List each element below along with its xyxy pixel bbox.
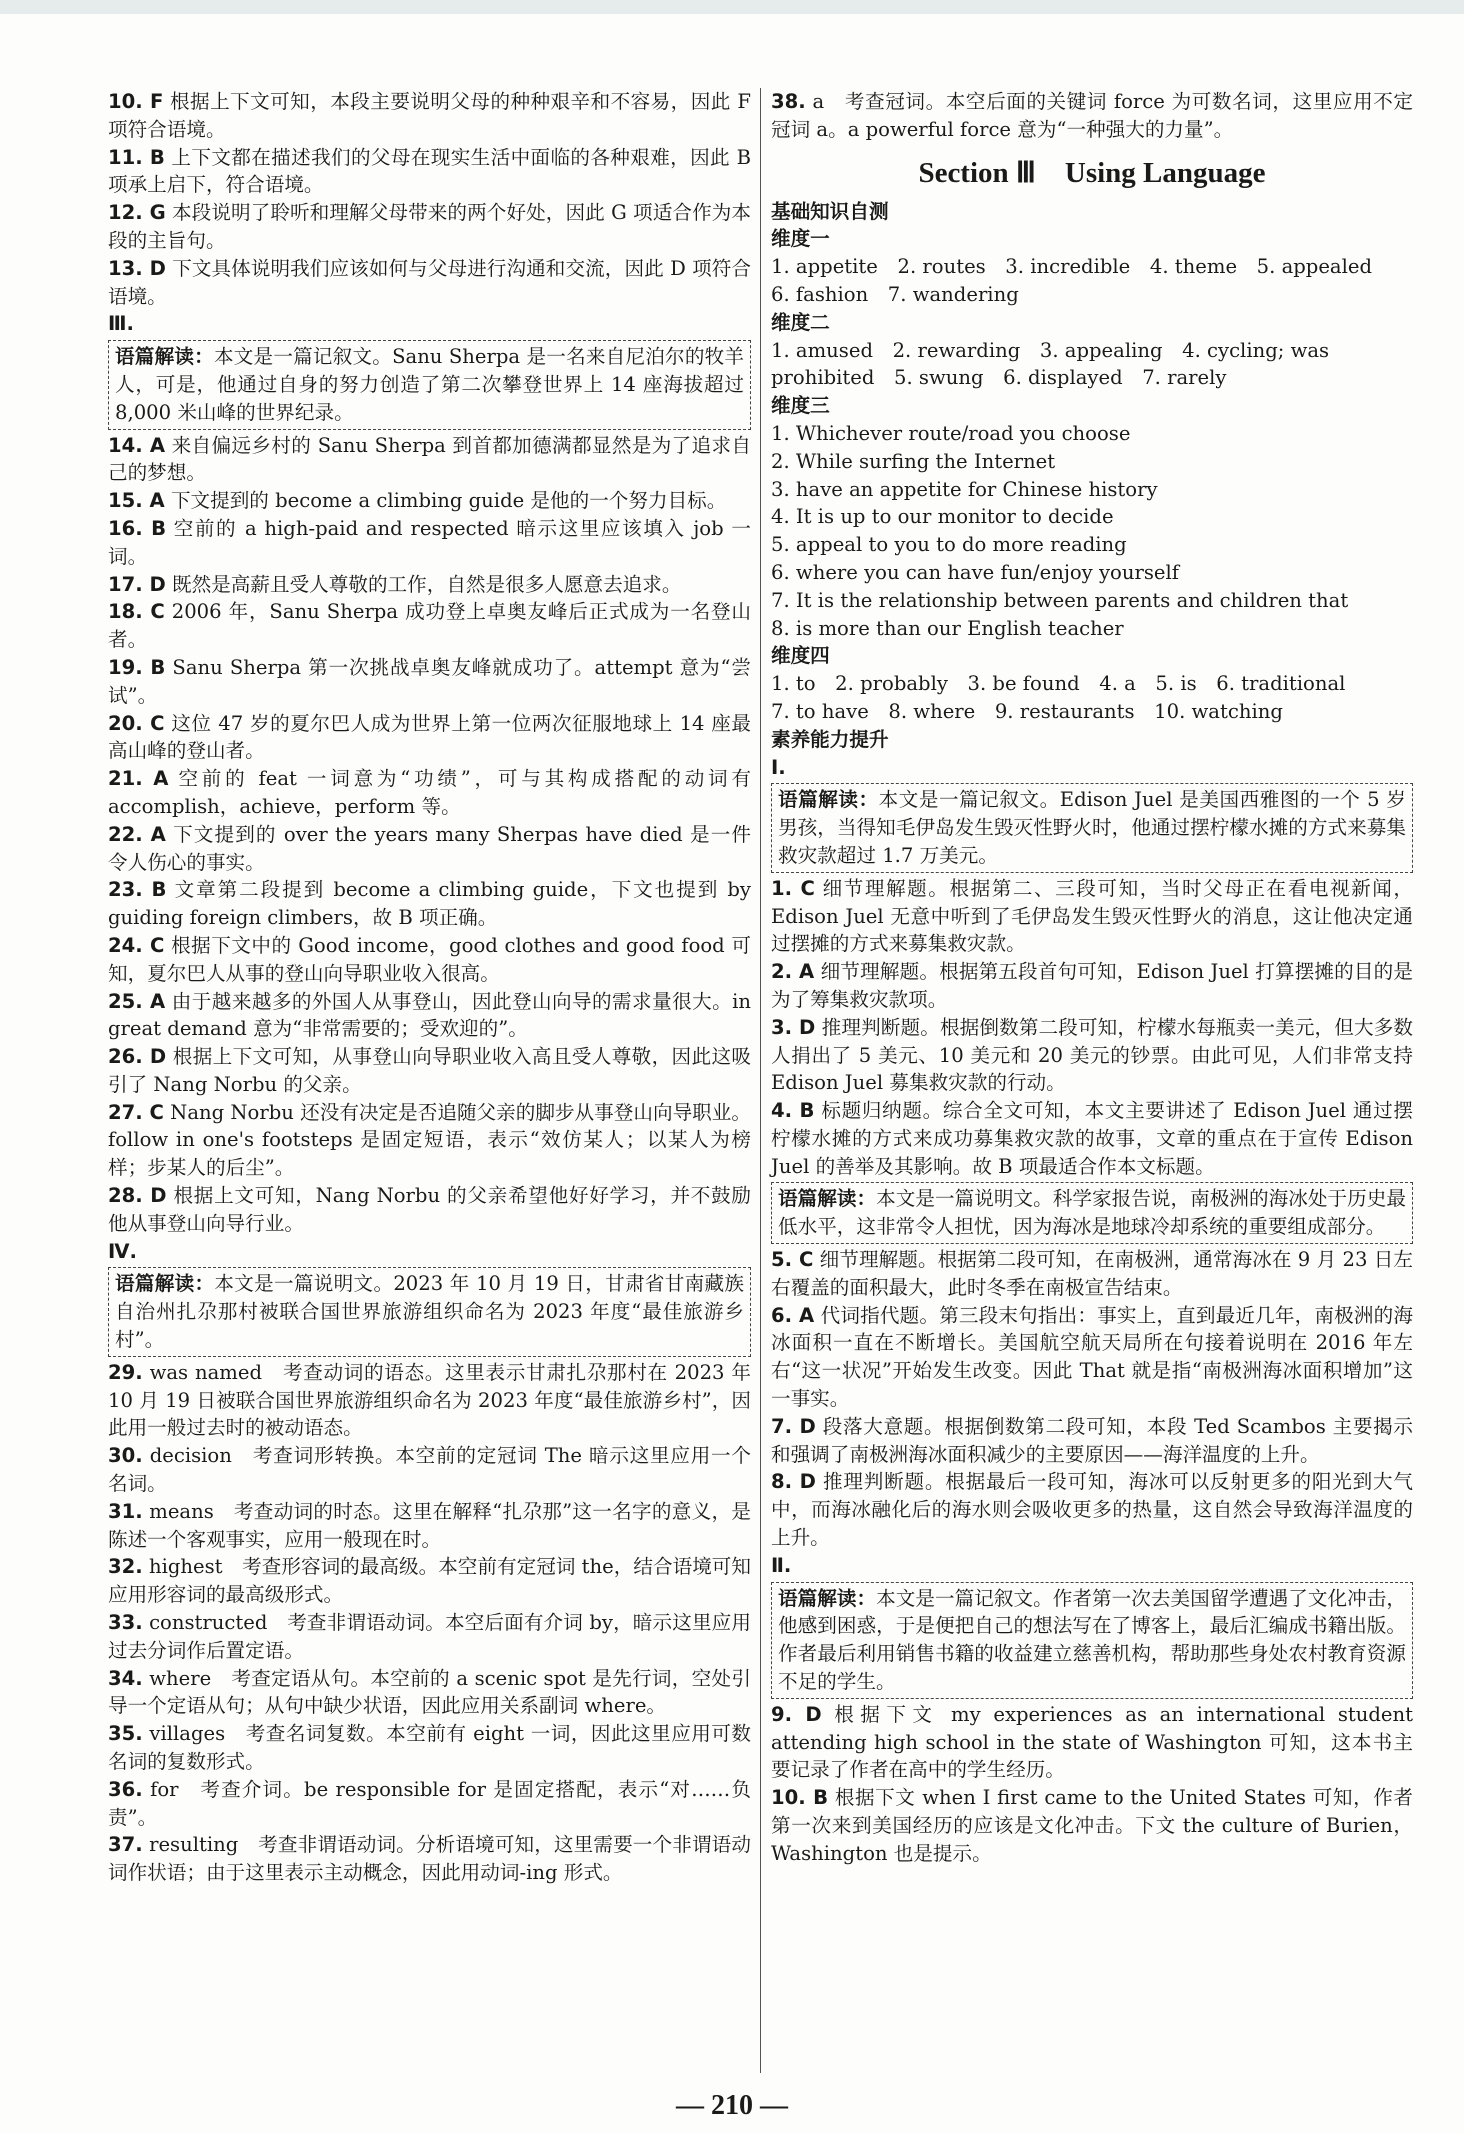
answer-line: 6. where you can have fun/enjoy yourself	[771, 560, 1180, 584]
answer-item	[771, 1246, 1413, 1302]
answer-number: 7. D	[771, 1414, 816, 1438]
answer-explanation: 空前的 a high-paid and respected 暗示这里应该填入 job 一词。	[108, 516, 752, 568]
answer-explanation: 下文提到的 over the years many Sherpas have died 是一件令人伤心的事实。	[108, 822, 751, 874]
answer-number: 15. A	[108, 489, 165, 513]
answer-item	[108, 932, 751, 988]
top-color-band	[0, 0, 1464, 14]
answer-line: 3. have an appetite for Chinese history	[771, 477, 1158, 501]
passage-summary-text: 本文是一篇说明文。科学家报告说，南极洲的海冰处于历史最低水平，这非常令人担忧，因为海冰是地球冷却系统的重要组成部分。	[778, 1187, 1407, 1239]
answer-line: 1. Whichever route/road you choose	[771, 421, 1131, 445]
answer-explanation: where 考查定语从句。本空前的 a scenic spot 是先行词，空处引导一个定语从句；从句中缺少状语，因此应用关系副词 where。	[108, 1666, 752, 1718]
answer-explanation: 推理判断题。根据最后一段可知，海冰可以反射更多的阳光到大气中，而海冰融化后的海水则会吸收更多的热量，这自然会导致海洋温度的上升。	[771, 1470, 1414, 1550]
answer-item	[108, 1498, 751, 1554]
passage-summary-label: 语篇解读：	[778, 788, 879, 812]
answer-explanation: 根据下文中的 Good income，good clothes and good food 可知，夏尔巴人从事的登山向导职业收入很高。	[108, 933, 751, 985]
answer-number: 33.	[108, 1611, 143, 1635]
answer-explanation: Sanu Sherpa 第一次挑战卓奥友峰就成功了。attempt 意为“尝试”。	[108, 655, 751, 707]
answer-item	[108, 821, 751, 877]
answer-explanation: 这位 47 岁的夏尔巴人成为世界上第一位两次征服地球上 14 座最高山峰的登山者。	[108, 711, 751, 763]
answer-explanation: means 考查动词的时态。这里在解释“扎尕那”这一名字的意义，是陈述一个客观事实，应用一般现在时。	[108, 1499, 751, 1551]
answer-item	[771, 1413, 1413, 1469]
answer-item	[108, 1609, 751, 1665]
answer-number: 31.	[108, 1499, 143, 1523]
answer-number: 5. C	[771, 1248, 814, 1272]
answer-item	[108, 487, 751, 515]
answer-number: 17. D	[108, 572, 166, 596]
part-heading: Ⅲ.	[108, 312, 134, 336]
answer-explanation: 推理判断题。根据倒数第二段可知，柠檬水每瓶卖一美元，但大多数人捐出了 5 美元、10 美元和 20 美元的钞票。由此可见，人们非常支持 Edison Juel 募集救灾款的行动。	[771, 1015, 1414, 1095]
answer-number: 13. D	[108, 256, 166, 280]
answer-number: 37.	[108, 1833, 143, 1857]
answer-number: 20. C	[108, 711, 165, 735]
answer-item	[108, 1182, 751, 1238]
part-heading: Ⅱ.	[771, 1553, 792, 1577]
answer-explanation: 细节理解题。根据第五段首句可知，Edison Juel 打算摆摊的目的是为了筹集救灾款项。	[771, 960, 1414, 1011]
answer-number: 9. D	[771, 1702, 822, 1726]
answer-number: 14. A	[108, 433, 166, 457]
answer-explanation: 根据上文可知，Nang Norbu 的父亲希望他好好学习，并不鼓励他从事登山向导行业。	[108, 1184, 751, 1235]
part-heading: Ⅰ.	[771, 755, 786, 779]
answer-item	[108, 1359, 751, 1442]
answer-item	[108, 1442, 751, 1498]
answer-number: 8. D	[771, 1470, 816, 1494]
answer-number: 26. D	[108, 1045, 167, 1069]
answer-item	[108, 1043, 751, 1099]
answer-line: 2. While surfing the Internet	[771, 449, 1056, 473]
sub-heading: 基础知识自测	[771, 199, 889, 223]
answer-item	[771, 1014, 1413, 1097]
answer-number: 36.	[108, 1777, 143, 1801]
answer-explanation: 2006 年，Sanu Sherpa 成功登上卓奥友峰后正式成为一名登山者。	[108, 600, 751, 652]
answer-number: 34.	[108, 1666, 143, 1690]
answer-item	[108, 876, 751, 932]
right-column	[771, 88, 1413, 1868]
answer-item	[108, 1553, 751, 1609]
answer-item	[108, 432, 751, 488]
answer-explanation: 细节理解题。根据第二段可知，在南极洲，通常海冰在 9 月 23 日左右覆盖的面积最大，此时冬季在南极宣告结束。	[771, 1248, 1414, 1299]
answer-item	[108, 988, 751, 1044]
answer-item	[771, 1468, 1413, 1551]
page-number: — 210 —	[676, 2090, 788, 2121]
answer-explanation: a 考查冠词。本空后面的关键词 force 为可数名词，这里应用不定冠词 a。a powerful force 意为“一种强大的力量”。	[771, 90, 1413, 141]
answer-item	[771, 1097, 1413, 1180]
sub-heading: 素养能力提升	[771, 727, 889, 751]
answer-explanation: highest 考查形容词的最高级。本空前有定冠词 the，结合语境可知应用形容词的最高级形式。	[108, 1555, 752, 1607]
answer-number: 10. F	[108, 90, 164, 113]
answer-item	[771, 1302, 1413, 1413]
passage-summary-label: 语篇解读：	[778, 1586, 877, 1610]
answer-item	[771, 88, 1413, 144]
answer-line: 1. appetite 2. routes 3. incredible 4. theme 5. appealed	[771, 255, 1373, 279]
passage-summary-label: 语篇解读：	[115, 1272, 215, 1296]
answer-explanation: 下文提到的 become a climbing guide 是他的一个努力目标。	[170, 489, 727, 513]
passage-summary-box	[108, 1267, 751, 1356]
column-divider	[760, 88, 761, 2073]
answer-item	[108, 571, 751, 599]
answer-explanation: 空前的 feat 一词意为“功绩”，可与其构成搭配的动词有 accomplish，achieve，perform 等。	[108, 767, 751, 818]
answer-item	[108, 515, 751, 571]
passage-summary-box	[771, 1182, 1413, 1244]
answer-number: 2. A	[771, 960, 815, 984]
answer-explanation: constructed 考查非谓语动词。本空后面有介词 by，暗示这里应用过去分词作后置定语。	[108, 1611, 751, 1662]
answer-explanation: was named 考查动词的语态。这里表示甘肃扎尕那村在 2023 年 10 月 19 日被联合国世界旅游组织命名为 2023 年度“最佳旅游乡村”，因此用一般过去时的被动语态。	[108, 1360, 751, 1440]
answer-explanation: resulting 考查非谓语动词。分析语境可知，这里需要一个非谓语动词作状语；由于这里表示主动概念，因此用动词-ing 形式。	[108, 1833, 751, 1885]
answer-number: 30.	[108, 1444, 143, 1468]
answer-explanation: 根据下文 when I first came to the United States 可知，作者第一次来到美国经历的应该是文化冲击。下文 the culture of Burien，Washington 也是提示。	[771, 1786, 1413, 1865]
answer-item	[108, 765, 751, 821]
answer-item	[108, 1720, 751, 1776]
passage-summary-text: 本文是一篇记叙文。Edison Juel 是美国西雅图的一个 5 岁男孩，当得知毛伊岛发生毁灭性野火时，他通过摆柠檬水摊的方式来募集救灾款超过 1.7 万美元。	[778, 788, 1406, 867]
answer-line: 1. amused 2. rewarding 3. appealing 4. cycling; was prohibited 5. swung 6. displayed 7. rarely	[771, 338, 1330, 390]
answer-line: 4. It is up to our monitor to decide	[771, 505, 1114, 529]
answer-explanation: 标题归纳题。综合全文可知，本文主要讲述了 Edison Juel 通过摆柠檬水摊的方式来成功募集救灾款的故事，文章的重点在于宣传 Edison Juel 的善举及其影响。故 B 项最适合作本文标题。	[771, 1099, 1413, 1178]
answer-explanation: 文章第二段提到 become a climbing guide，下文也提到 by guiding foreign climbers，故 B 项正确。	[108, 878, 751, 930]
answer-number: 29.	[108, 1360, 143, 1384]
answer-number: 6. A	[771, 1303, 815, 1327]
passage-summary-text: 本文是一篇说明文。2023 年 10 月 19 日，甘肃省甘南藏族自治州扎尕那村被联合国世界旅游组织命名为 2023 年度“最佳旅游乡村”。	[115, 1272, 745, 1352]
answer-number: 18. C	[108, 600, 165, 624]
answer-number: 38.	[771, 90, 806, 113]
answer-explanation: 根据下文 my experiences as an international student attending high school in the state of Washington 可知，这本书主要记录了作者在高中的学生经历。	[771, 1702, 1413, 1782]
answer-explanation: 由于越来越多的外国人从事登山，因此登山向导的需求量很大。in great demand 意为“非常需要的；受欢迎的”。	[108, 989, 752, 1041]
answer-explanation: 来自偏远乡村的 Sanu Sherpa 到首都加德满都显然是为了追求自己的梦想。	[108, 433, 752, 485]
answer-number: 3. D	[771, 1015, 816, 1039]
answer-item	[108, 1665, 751, 1721]
answer-number: 35.	[108, 1722, 143, 1746]
answer-item	[108, 144, 751, 200]
answer-explanation: for 考查介词。be responsible for 是固定搭配，表示“对……负责”。	[108, 1777, 752, 1829]
answer-line: 6. fashion 7. wandering	[771, 282, 1019, 306]
answer-line: 8. is more than our English teacher	[771, 616, 1124, 640]
passage-summary-box	[771, 783, 1413, 872]
answer-explanation: 本段说明了聆听和理解父母带来的两个好处，因此 G 项适合作为本段的主旨句。	[108, 201, 751, 252]
answer-number: 21. A	[108, 767, 169, 791]
answer-number: 16. B	[108, 516, 167, 540]
answer-item	[108, 654, 751, 710]
answer-item	[108, 1099, 751, 1182]
answer-line: 1. to 2. probably 3. be found 4. a 5. is 6. traditional	[771, 672, 1346, 696]
answer-line: 7. It is the relationship between parents and children that	[771, 588, 1349, 612]
answer-item	[108, 88, 751, 144]
answer-explanation: 根据上下文可知，本段主要说明父母的种种艰辛和不容易，因此 F 项符合语境。	[108, 90, 752, 141]
answer-number: 12. G	[108, 201, 166, 225]
answer-explanation: 根据上下文可知，从事登山向导职业收入高且受人尊敬，因此这吸引了 Nang Norbu 的父亲。	[108, 1045, 752, 1096]
answer-explanation: 细节理解题。根据第二、三段可知，当时父母正在看电视新闻，Edison Juel 无意中听到了毛伊岛发生毁灭性野火的消息，这让他决定通过摆摊的方式来募集救灾款。	[771, 876, 1413, 956]
answer-number: 11. B	[108, 145, 165, 169]
answer-explanation: 既然是高薪且受人尊敬的工作，自然是很多人愿意去追求。	[172, 572, 682, 596]
answer-explanation: 段落大意题。根据倒数第二段可知，本段 Ted Scambos 主要揭示和强调了南极洲海冰面积减少的主要原因——海洋温度的上升。	[771, 1414, 1413, 1466]
section-title: Section Ⅲ Using Language	[918, 156, 1266, 189]
answer-item	[108, 710, 751, 766]
passage-summary-text: 本文是一篇记叙文。Sanu Sherpa 是一名来自尼泊尔的牧羊人，可是，他通过自身的努力创造了第二次攀登世界上 14 座海拔超过 8,000 米山峰的世界纪录。	[115, 345, 745, 424]
answer-explanation: 上下文都在描述我们的父母在现实生活中面临的各种艰难，因此 B 项承上启下，符合语境。	[108, 145, 751, 197]
answer-explanation: decision 考查词形转换。本空前的定冠词 The 暗示这里应用一个名词。	[108, 1444, 751, 1496]
answer-explanation: 下文具体说明我们应该如何与父母进行沟通和交流，因此 D 项符合语境。	[108, 256, 752, 308]
answer-explanation: villages 考查名词复数。本空前有 eight 一词，因此这里应用可数名词的复数形式。	[108, 1722, 751, 1774]
left-column	[108, 88, 751, 1887]
answer-number: 23. B	[108, 878, 167, 902]
answer-item	[108, 1831, 751, 1887]
answer-item	[108, 255, 751, 311]
passage-summary-label: 语篇解读：	[778, 1187, 877, 1211]
answer-number: 19. B	[108, 655, 166, 679]
passage-summary-text: 本文是一篇记叙文。作者第一次去美国留学遭遇了文化冲击，他感到困惑，于是便把自己的想法写在了博客上，最后汇编成书籍出版。作者最后利用销售书籍的收益建立慈善机构，帮助那些身处农村教育资源不足的学生。	[778, 1586, 1407, 1694]
answer-item	[771, 1784, 1413, 1867]
sub-heading: 维度四	[771, 644, 830, 668]
answer-number: 32.	[108, 1555, 143, 1579]
part-heading: Ⅳ.	[108, 1239, 137, 1263]
answer-item	[771, 1701, 1413, 1784]
answer-number: 4. B	[771, 1099, 815, 1123]
answer-line: 5. appeal to you to do more reading	[771, 533, 1127, 557]
answer-explanation: 代词指代题。第三段末句指出：事实上，直到最近几年，南极洲的海冰面积一直在不断增长。美国航空航天局所在句接着说明在 2016 年左右“这一状况”开始发生改变。因此 That 就是指“南极洲海冰面积增加”这一事实。	[771, 1303, 1414, 1411]
answer-number: 10. B	[771, 1786, 829, 1810]
answer-item	[108, 199, 751, 255]
passage-summary-box	[108, 340, 751, 429]
sub-heading: 维度二	[771, 310, 830, 334]
answer-explanation: Nang Norbu 还没有决定是否追随父亲的脚步从事登山向导职业。follow in one's footsteps 是固定短语，表示“效仿某人；以某人为榜样；步某人的后尘”。	[108, 1100, 751, 1180]
sub-heading: 维度三	[771, 394, 830, 418]
answer-number: 25. A	[108, 989, 166, 1013]
answer-item	[771, 875, 1413, 958]
answer-number: 24. C	[108, 933, 165, 957]
answer-number: 27. C	[108, 1100, 164, 1124]
answer-number: 22. A	[108, 822, 166, 846]
answer-item	[771, 958, 1413, 1014]
answer-item	[108, 598, 751, 654]
answer-number: 1. C	[771, 876, 815, 900]
sub-heading: 维度一	[771, 227, 830, 251]
answer-item	[108, 1776, 751, 1832]
answer-number: 28. D	[108, 1184, 167, 1208]
passage-summary-box	[771, 1582, 1413, 1699]
passage-summary-label: 语篇解读：	[115, 345, 214, 369]
answer-line: 7. to have 8. where 9. restaurants 10. watching	[771, 699, 1283, 723]
